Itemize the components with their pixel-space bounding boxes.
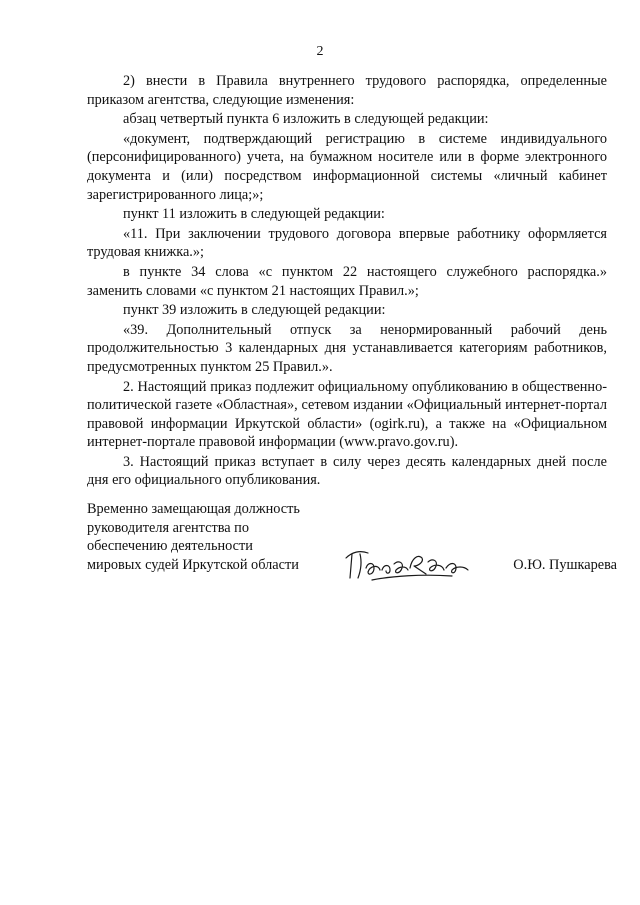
paragraph-item-11-text: «11. При заключении трудового договора впервые работнику оформляется трудовая книжка.»;: [87, 225, 607, 261]
paragraph-item-6: абзац четвертый пункта 6 изложить в следующей редакции:: [123, 111, 489, 128]
document-body: [87, 72, 607, 490]
paragraph-item-34: в пункте 34 слова «с пунктом 22 настоящего служебного распорядка.» заменить словами «с пунктом 21 настоящих Правил.»;: [87, 263, 607, 299]
page-number: 2: [316, 44, 324, 59]
signer-title-line: мировых судей Иркутской области: [87, 556, 299, 573]
signature-block: [87, 500, 617, 590]
signer-name: О.Ю. Пушкарева: [513, 557, 617, 573]
paragraph-item-11: пункт 11 изложить в следующей редакции:: [123, 206, 385, 223]
paragraph-publication: 2. Настоящий приказ подлежит официальному опубликованию в общественно-политической газете «Областная», сетевом издании «Официальный интернет-портал правовой информации Иркутской области» (ogirk.ru), а также на «Официальном интернет-портале правовой информации (www.pravo.gov.ru).: [87, 378, 607, 451]
signer-title: [87, 500, 327, 574]
signer-title-line: руководителя агентства по: [87, 519, 249, 536]
signer-title-line: обеспечению деятельности: [87, 538, 253, 555]
paragraph-amend-rules: 2) внести в Правила внутреннего трудового распорядка, определенные приказом агентства, следующие изменения:: [87, 73, 607, 108]
signer-title-line: Временно замещающая должность: [87, 501, 300, 517]
paragraph-effective-date: 3. Настоящий приказ вступает в силу через десять календарных дней после дня его официального опубликования.: [87, 453, 607, 489]
paragraph-item-39-text: «39. Дополнительный отпуск за ненормированный рабочий день продолжительностью 3 календарных дня устанавливается категориям работников, предусмотренных пунктом 25 Правил.».: [87, 321, 607, 375]
paragraph-item-6-text: «документ, подтверждающий регистрацию в системе индивидуального (персонифицированного) учета, на бумажном носителе или в форме электронного документа и (или) посредством информационной системы «личный кабинет зарегистрированного лица;»;: [87, 130, 607, 203]
paragraph-item-39: пункт 39 изложить в следующей редакции:: [123, 302, 386, 319]
handwritten-signature: [342, 544, 472, 584]
